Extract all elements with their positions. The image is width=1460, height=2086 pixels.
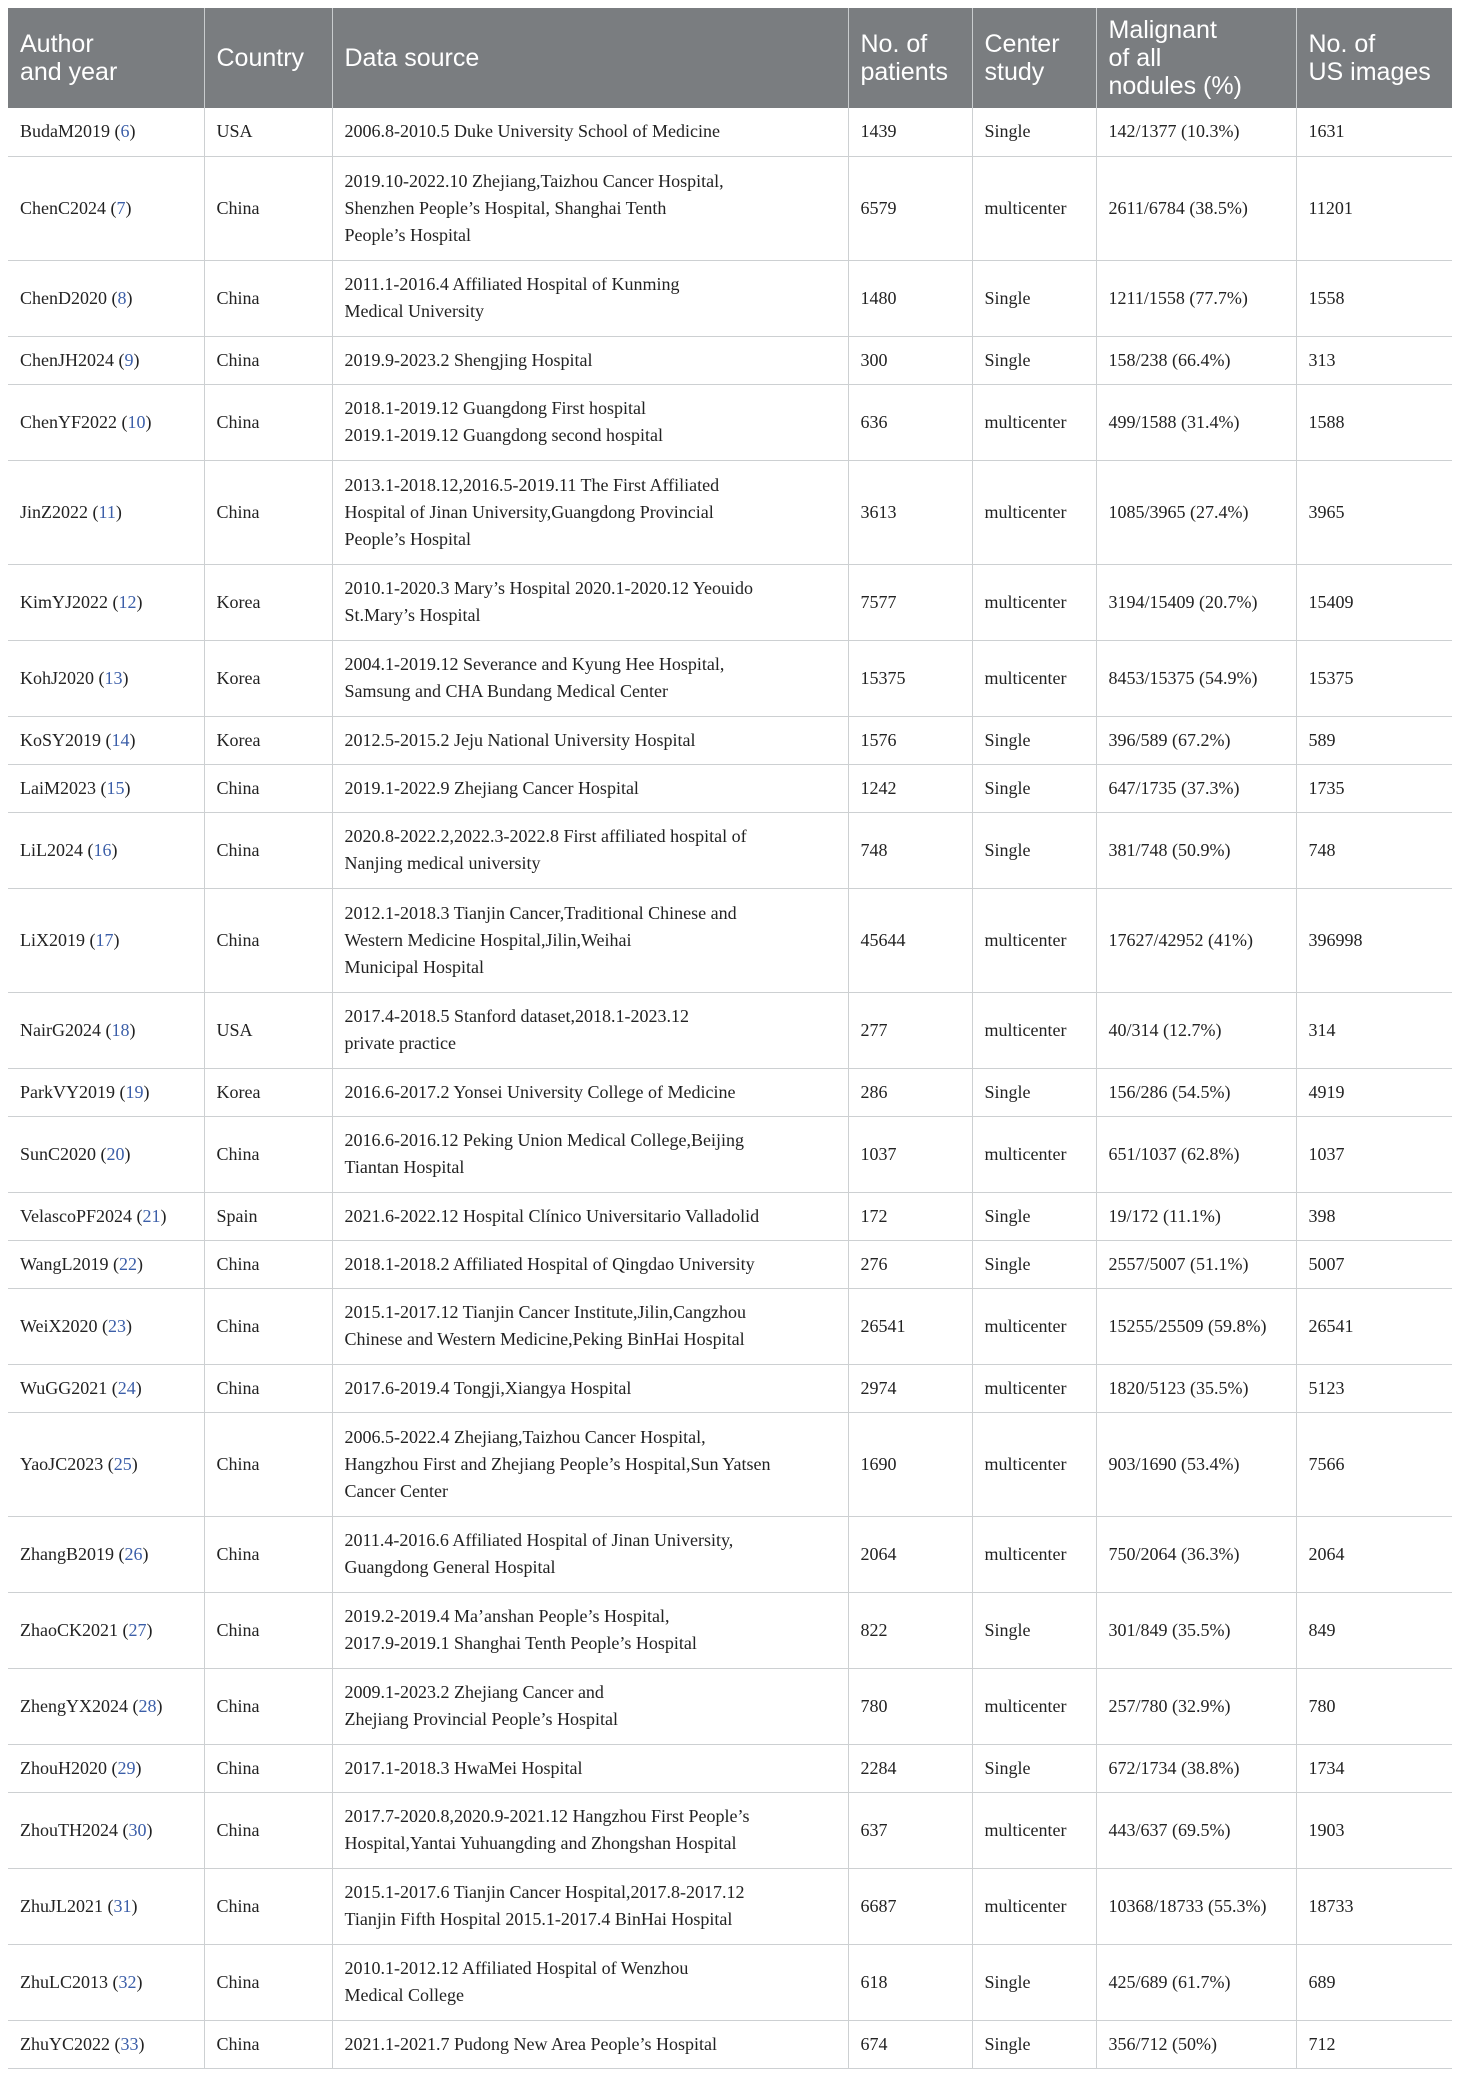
reference-link[interactable]: 25 <box>113 1453 132 1474</box>
cell-data-source: 2006.5-2022.4 Zhejiang,Taizhou Cancer Hospital, Hangzhou First and Zhejiang People’s Hospital,Sun Yatsen Cancer Center <box>332 1412 848 1516</box>
cell-malignant-nodules: 10368/18733 (55.3%) <box>1096 1868 1296 1944</box>
cell-data-source: 2021.1-2021.7 Pudong New Area People’s Hospital <box>332 2020 848 2068</box>
cell-author-year: WuGG2021 (24) <box>8 1364 204 1412</box>
author-name: KoSY2019 <box>20 729 102 750</box>
author-name: ZhouTH2024 <box>20 1819 118 1840</box>
table-row <box>8 1668 1452 1744</box>
table-row <box>8 564 1452 640</box>
cell-data-source: 2017.1-2018.3 HwaMei Hospital <box>332 1744 848 1792</box>
cell-data-source: 2016.6-2016.12 Peking Union Medical College,Beijing Tiantan Hospital <box>332 1116 848 1192</box>
cell-malignant-nodules: 301/849 (35.5%) <box>1096 1592 1296 1668</box>
cell-country: China <box>204 1668 332 1744</box>
author-name: ChenJH2024 <box>20 349 114 370</box>
cell-no-of-us-images: 398 <box>1296 1192 1452 1240</box>
cell-no-of-us-images: 3965 <box>1296 460 1452 564</box>
cell-no-of-us-images: 26541 <box>1296 1288 1452 1364</box>
cell-center-study: multicenter <box>972 888 1096 992</box>
cell-country: China <box>204 1744 332 1792</box>
reference-link[interactable]: 7 <box>116 197 126 218</box>
author-name: ChenYF2022 <box>20 411 118 432</box>
table-row <box>8 1592 1452 1668</box>
cell-author-year: ChenD2020 (8) <box>8 260 204 336</box>
table-row <box>8 1516 1452 1592</box>
cell-data-source: 2010.1-2020.3 Mary’s Hospital 2020.1-2020.12 Yeouido St.Mary’s Hospital <box>332 564 848 640</box>
reference-link[interactable]: 23 <box>108 1315 127 1336</box>
table-row <box>8 1192 1452 1240</box>
reference-link[interactable]: 21 <box>142 1205 161 1226</box>
cell-author-year: LaiM2023 (15) <box>8 764 204 812</box>
table-row <box>8 460 1452 564</box>
table-row <box>8 1240 1452 1288</box>
cell-country: China <box>204 336 332 384</box>
reference-link[interactable]: 18 <box>111 1019 130 1040</box>
cell-center-study: multicenter <box>972 1412 1096 1516</box>
cell-no-of-us-images: 1558 <box>1296 260 1452 336</box>
cell-center-study: Single <box>972 1240 1096 1288</box>
table-row <box>8 1364 1452 1412</box>
cell-center-study: Single <box>972 1592 1096 1668</box>
table-row <box>8 1744 1452 1792</box>
cell-author-year: WeiX2020 (23) <box>8 1288 204 1364</box>
header-center-study: Center study <box>972 8 1096 108</box>
cell-country: China <box>204 888 332 992</box>
reference-link[interactable]: 15 <box>106 777 125 798</box>
author-name: ParkVY2019 <box>20 1081 115 1102</box>
author-name: ZhuLC2013 <box>20 1971 108 1992</box>
cell-no-of-us-images: 2064 <box>1296 1516 1452 1592</box>
table-row <box>8 1288 1452 1364</box>
reference-link[interactable]: 13 <box>104 667 123 688</box>
author-name: SunC2020 <box>20 1143 97 1164</box>
reference-link[interactable]: 27 <box>128 1619 147 1640</box>
author-name: ZhaoCK2021 <box>20 1619 118 1640</box>
cell-malignant-nodules: 672/1734 (38.8%) <box>1096 1744 1296 1792</box>
table-row <box>8 888 1452 992</box>
author-name: NairG2024 <box>20 1019 101 1040</box>
cell-author-year: KohJ2020 (13) <box>8 640 204 716</box>
cell-no-of-patients: 822 <box>848 1592 972 1668</box>
cell-malignant-nodules: 651/1037 (62.8%) <box>1096 1116 1296 1192</box>
cell-no-of-us-images: 5123 <box>1296 1364 1452 1412</box>
cell-author-year: ZhaoCK2021 (27) <box>8 1592 204 1668</box>
table-row <box>8 336 1452 384</box>
cell-country: China <box>204 812 332 888</box>
cell-no-of-patients: 674 <box>848 2020 972 2068</box>
table-row <box>8 1868 1452 1944</box>
cell-no-of-patients: 2284 <box>848 1744 972 1792</box>
cell-center-study: Single <box>972 2020 1096 2068</box>
cell-no-of-patients: 1439 <box>848 108 972 156</box>
cell-data-source: 2021.6-2022.12 Hospital Clínico Universitario Valladolid <box>332 1192 848 1240</box>
cell-data-source: 2019.1-2022.9 Zhejiang Cancer Hospital <box>332 764 848 812</box>
cell-no-of-us-images: 5007 <box>1296 1240 1452 1288</box>
cell-center-study: Single <box>972 1192 1096 1240</box>
cell-no-of-patients: 276 <box>848 1240 972 1288</box>
author-name: ZhangB2019 <box>20 1543 114 1564</box>
cell-data-source: 2006.8-2010.5 Duke University School of Medicine <box>332 108 848 156</box>
cell-center-study: multicenter <box>972 640 1096 716</box>
cell-author-year: ZhouTH2024 (30) <box>8 1792 204 1868</box>
cell-country: China <box>204 156 332 260</box>
cell-no-of-us-images: 1631 <box>1296 108 1452 156</box>
reference-link[interactable]: 9 <box>124 349 134 370</box>
cell-data-source: 2013.1-2018.12,2016.5-2019.11 The First Affiliated Hospital of Jinan University,Guangdong Provincial People’s Hospital <box>332 460 848 564</box>
cell-author-year: ParkVY2019 (19) <box>8 1068 204 1116</box>
reference-link[interactable]: 10 <box>127 411 146 432</box>
cell-center-study: multicenter <box>972 1668 1096 1744</box>
cell-no-of-us-images: 15375 <box>1296 640 1452 716</box>
cell-malignant-nodules: 499/1588 (31.4%) <box>1096 384 1296 460</box>
cell-malignant-nodules: 750/2064 (36.3%) <box>1096 1516 1296 1592</box>
cell-no-of-patients: 1037 <box>848 1116 972 1192</box>
cell-author-year: NairG2024 (18) <box>8 992 204 1068</box>
cell-no-of-patients: 300 <box>848 336 972 384</box>
author-name: BudaM2019 <box>20 121 110 142</box>
author-name: YaoJC2023 <box>20 1453 104 1474</box>
cell-country: USA <box>204 992 332 1068</box>
cell-no-of-us-images: 18733 <box>1296 1868 1452 1944</box>
cell-malignant-nodules: 903/1690 (53.4%) <box>1096 1412 1296 1516</box>
cell-no-of-us-images: 849 <box>1296 1592 1452 1668</box>
cell-no-of-patients: 748 <box>848 812 972 888</box>
cell-data-source: 2018.1-2018.2 Affiliated Hospital of Qingdao University <box>332 1240 848 1288</box>
cell-no-of-patients: 45644 <box>848 888 972 992</box>
cell-no-of-patients: 15375 <box>848 640 972 716</box>
table-row <box>8 1944 1452 2020</box>
cell-center-study: multicenter <box>972 564 1096 640</box>
cell-center-study: multicenter <box>972 992 1096 1068</box>
table-header <box>8 8 1452 108</box>
cell-no-of-us-images: 1588 <box>1296 384 1452 460</box>
reference-link[interactable]: 26 <box>124 1543 143 1564</box>
reference-link[interactable]: 31 <box>113 1895 132 1916</box>
reference-link[interactable]: 17 <box>95 929 114 950</box>
cell-no-of-patients: 637 <box>848 1792 972 1868</box>
author-name: ZhuYC2022 <box>20 2033 110 2054</box>
cell-no-of-patients: 780 <box>848 1668 972 1744</box>
table-row <box>8 764 1452 812</box>
table-row <box>8 1116 1452 1192</box>
header-no-of-patients: No. of patients <box>848 8 972 108</box>
cell-no-of-patients: 7577 <box>848 564 972 640</box>
cell-data-source: 2017.4-2018.5 Stanford dataset,2018.1-2023.12 private practice <box>332 992 848 1068</box>
cell-no-of-patients: 3613 <box>848 460 972 564</box>
cell-no-of-us-images: 1735 <box>1296 764 1452 812</box>
cell-country: China <box>204 384 332 460</box>
header-malignant-nodules: Malignant of all nodules (%) <box>1096 8 1296 108</box>
cell-center-study: Single <box>972 336 1096 384</box>
study-table-container <box>8 8 1452 2069</box>
cell-no-of-patients: 2064 <box>848 1516 972 1592</box>
cell-data-source: 2018.1-2019.12 Guangdong First hospital 2019.1-2019.12 Guangdong second hospital <box>332 384 848 460</box>
cell-malignant-nodules: 647/1735 (37.3%) <box>1096 764 1296 812</box>
cell-malignant-nodules: 1085/3965 (27.4%) <box>1096 460 1296 564</box>
cell-center-study: Single <box>972 1068 1096 1116</box>
cell-data-source: 2009.1-2023.2 Zhejiang Cancer and Zhejiang Provincial People’s Hospital <box>332 1668 848 1744</box>
cell-no-of-us-images: 689 <box>1296 1944 1452 2020</box>
cell-data-source: 2016.6-2017.2 Yonsei University College of Medicine <box>332 1068 848 1116</box>
cell-country: China <box>204 1364 332 1412</box>
cell-center-study: Single <box>972 716 1096 764</box>
table-row <box>8 156 1452 260</box>
cell-no-of-patients: 1480 <box>848 260 972 336</box>
cell-data-source: 2019.2-2019.4 Ma’anshan People’s Hospital, 2017.9-2019.1 Shanghai Tenth People’s Hospital <box>332 1592 848 1668</box>
cell-no-of-us-images: 11201 <box>1296 156 1452 260</box>
cell-author-year: BudaM2019 (6) <box>8 108 204 156</box>
table-row <box>8 260 1452 336</box>
cell-no-of-us-images: 589 <box>1296 716 1452 764</box>
cell-author-year: WangL2019 (22) <box>8 1240 204 1288</box>
cell-malignant-nodules: 142/1377 (10.3%) <box>1096 108 1296 156</box>
cell-country: USA <box>204 108 332 156</box>
cell-no-of-patients: 6579 <box>848 156 972 260</box>
cell-author-year: KoSY2019 (14) <box>8 716 204 764</box>
table-row <box>8 1412 1452 1516</box>
reference-link[interactable]: 32 <box>118 1971 137 1992</box>
cell-data-source: 2017.6-2019.4 Tongji,Xiangya Hospital <box>332 1364 848 1412</box>
author-name: ZhouH2020 <box>20 1757 107 1778</box>
reference-link[interactable]: 19 <box>125 1081 144 1102</box>
cell-malignant-nodules: 8453/15375 (54.9%) <box>1096 640 1296 716</box>
header-author-year: Author and year <box>8 8 204 108</box>
reference-link[interactable]: 20 <box>106 1143 125 1164</box>
author-name: JinZ2022 <box>20 501 89 522</box>
cell-author-year: ChenYF2022 (10) <box>8 384 204 460</box>
cell-center-study: Single <box>972 764 1096 812</box>
reference-link[interactable]: 8 <box>117 287 127 308</box>
cell-malignant-nodules: 156/286 (54.5%) <box>1096 1068 1296 1116</box>
cell-center-study: multicenter <box>972 1364 1096 1412</box>
table-row <box>8 108 1452 156</box>
cell-no-of-us-images: 780 <box>1296 1668 1452 1744</box>
reference-link[interactable]: 30 <box>128 1819 147 1840</box>
cell-author-year: ZhuLC2013 (32) <box>8 1944 204 2020</box>
cell-malignant-nodules: 3194/15409 (20.7%) <box>1096 564 1296 640</box>
author-name: KimYJ2022 <box>20 591 109 612</box>
cell-country: China <box>204 1868 332 1944</box>
cell-data-source: 2019.10-2022.10 Zhejiang,Taizhou Cancer Hospital, Shenzhen People’s Hospital, Shanghai Tenth People’s Hospital <box>332 156 848 260</box>
reference-link[interactable]: 28 <box>138 1695 157 1716</box>
header-country: Country <box>204 8 332 108</box>
author-name: ChenC2024 <box>20 197 107 218</box>
cell-malignant-nodules: 17627/42952 (41%) <box>1096 888 1296 992</box>
header-no-of-us-images: No. of US images <box>1296 8 1452 108</box>
reference-link[interactable]: 29 <box>117 1757 136 1778</box>
table-row <box>8 1792 1452 1868</box>
author-name: WeiX2020 <box>20 1315 98 1336</box>
cell-no-of-patients: 26541 <box>848 1288 972 1364</box>
cell-center-study: multicenter <box>972 460 1096 564</box>
cell-center-study: multicenter <box>972 1868 1096 1944</box>
cell-country: China <box>204 764 332 812</box>
cell-author-year: LiX2019 (17) <box>8 888 204 992</box>
cell-data-source: 2011.4-2016.6 Affiliated Hospital of Jinan University, Guangdong General Hospital <box>332 1516 848 1592</box>
author-name: LiL2024 <box>20 839 83 860</box>
table-row <box>8 384 1452 460</box>
cell-author-year: ZhouH2020 (29) <box>8 1744 204 1792</box>
table-row <box>8 992 1452 1068</box>
author-name: LaiM2023 <box>20 777 96 798</box>
cell-data-source: 2020.8-2022.2,2022.3-2022.8 First affiliated hospital of Nanjing medical university <box>332 812 848 888</box>
reference-link[interactable]: 33 <box>120 2033 139 2054</box>
cell-malignant-nodules: 2557/5007 (51.1%) <box>1096 1240 1296 1288</box>
cell-malignant-nodules: 396/589 (67.2%) <box>1096 716 1296 764</box>
header-data-source: Data source <box>332 8 848 108</box>
cell-malignant-nodules: 381/748 (50.9%) <box>1096 812 1296 888</box>
cell-no-of-us-images: 4919 <box>1296 1068 1452 1116</box>
cell-country: Korea <box>204 1068 332 1116</box>
author-name: WuGG2021 <box>20 1377 108 1398</box>
cell-no-of-patients: 6687 <box>848 1868 972 1944</box>
cell-country: China <box>204 1116 332 1192</box>
cell-data-source: 2012.1-2018.3 Tianjin Cancer,Traditional Chinese and Western Medicine Hospital,Jilin,Weihai Municipal Hospital <box>332 888 848 992</box>
cell-country: Korea <box>204 640 332 716</box>
reference-link[interactable]: 14 <box>111 729 130 750</box>
cell-author-year: ChenC2024 (7) <box>8 156 204 260</box>
cell-country: Korea <box>204 564 332 640</box>
cell-no-of-patients: 618 <box>848 1944 972 2020</box>
cell-center-study: multicenter <box>972 1116 1096 1192</box>
cell-no-of-patients: 2974 <box>848 1364 972 1412</box>
cell-country: China <box>204 2020 332 2068</box>
cell-no-of-patients: 277 <box>848 992 972 1068</box>
cell-author-year: JinZ2022 (11) <box>8 460 204 564</box>
author-name: ChenD2020 <box>20 287 107 308</box>
cell-data-source: 2015.1-2017.6 Tianjin Cancer Hospital,2017.8-2017.12 Tianjin Fifth Hospital 2015.1-2017.4 BinHai Hospital <box>332 1868 848 1944</box>
cell-malignant-nodules: 40/314 (12.7%) <box>1096 992 1296 1068</box>
cell-country: China <box>204 260 332 336</box>
cell-malignant-nodules: 158/238 (66.4%) <box>1096 336 1296 384</box>
cell-data-source: 2010.1-2012.12 Affiliated Hospital of Wenzhou Medical College <box>332 1944 848 2020</box>
table-row <box>8 812 1452 888</box>
cell-center-study: multicenter <box>972 156 1096 260</box>
cell-data-source: 2004.1-2019.12 Severance and Kyung Hee Hospital, Samsung and CHA Bundang Medical Center <box>332 640 848 716</box>
author-name: ZhuJL2021 <box>20 1895 103 1916</box>
cell-author-year: SunC2020 (20) <box>8 1116 204 1192</box>
cell-center-study: multicenter <box>972 1288 1096 1364</box>
reference-link[interactable]: 12 <box>118 591 137 612</box>
cell-author-year: VelascoPF2024 (21) <box>8 1192 204 1240</box>
cell-malignant-nodules: 15255/25509 (59.8%) <box>1096 1288 1296 1364</box>
cell-no-of-patients: 1242 <box>848 764 972 812</box>
author-name: LiX2019 <box>20 929 85 950</box>
cell-no-of-patients: 286 <box>848 1068 972 1116</box>
author-name: ZhengYX2024 <box>20 1695 128 1716</box>
table-row <box>8 2020 1452 2068</box>
cell-malignant-nodules: 2611/6784 (38.5%) <box>1096 156 1296 260</box>
cell-center-study: Single <box>972 1944 1096 2020</box>
cell-no-of-patients: 172 <box>848 1192 972 1240</box>
cell-author-year: ZhangB2019 (26) <box>8 1516 204 1592</box>
cell-center-study: multicenter <box>972 1792 1096 1868</box>
cell-data-source: 2012.5-2015.2 Jeju National University Hospital <box>332 716 848 764</box>
cell-center-study: multicenter <box>972 1516 1096 1592</box>
cell-no-of-us-images: 748 <box>1296 812 1452 888</box>
header-row <box>8 8 1452 108</box>
cell-no-of-us-images: 1734 <box>1296 1744 1452 1792</box>
cell-no-of-us-images: 15409 <box>1296 564 1452 640</box>
study-characteristics-table <box>8 8 1452 2069</box>
cell-country: China <box>204 1592 332 1668</box>
cell-no-of-us-images: 1037 <box>1296 1116 1452 1192</box>
cell-center-study: Single <box>972 812 1096 888</box>
table-row <box>8 1068 1452 1116</box>
cell-center-study: Single <box>972 260 1096 336</box>
cell-no-of-us-images: 1903 <box>1296 1792 1452 1868</box>
cell-malignant-nodules: 1211/1558 (77.7%) <box>1096 260 1296 336</box>
table-row <box>8 716 1452 764</box>
cell-author-year: YaoJC2023 (25) <box>8 1412 204 1516</box>
author-name: WangL2019 <box>20 1253 109 1274</box>
cell-no-of-us-images: 313 <box>1296 336 1452 384</box>
cell-country: China <box>204 460 332 564</box>
cell-author-year: ChenJH2024 (9) <box>8 336 204 384</box>
cell-no-of-us-images: 396998 <box>1296 888 1452 992</box>
table-row <box>8 640 1452 716</box>
reference-link[interactable]: 6 <box>120 121 130 142</box>
cell-author-year: ZhuYC2022 (33) <box>8 2020 204 2068</box>
cell-malignant-nodules: 443/637 (69.5%) <box>1096 1792 1296 1868</box>
reference-link[interactable]: 11 <box>98 501 116 522</box>
reference-link[interactable]: 16 <box>93 839 112 860</box>
reference-link[interactable]: 22 <box>119 1253 138 1274</box>
cell-center-study: Single <box>972 108 1096 156</box>
reference-link[interactable]: 24 <box>117 1377 136 1398</box>
cell-author-year: ZhengYX2024 (28) <box>8 1668 204 1744</box>
cell-author-year: ZhuJL2021 (31) <box>8 1868 204 1944</box>
cell-malignant-nodules: 356/712 (50%) <box>1096 2020 1296 2068</box>
cell-data-source: 2015.1-2017.12 Tianjin Cancer Institute,Jilin,Cangzhou Chinese and Western Medicine,Peking BinHai Hospital <box>332 1288 848 1364</box>
cell-malignant-nodules: 257/780 (32.9%) <box>1096 1668 1296 1744</box>
cell-data-source: 2017.7-2020.8,2020.9-2021.12 Hangzhou First People’s Hospital,Yantai Yuhuangding and Zhongshan Hospital <box>332 1792 848 1868</box>
cell-country: Korea <box>204 716 332 764</box>
cell-data-source: 2019.9-2023.2 Shengjing Hospital <box>332 336 848 384</box>
cell-no-of-patients: 636 <box>848 384 972 460</box>
cell-malignant-nodules: 1820/5123 (35.5%) <box>1096 1364 1296 1412</box>
cell-country: Spain <box>204 1192 332 1240</box>
cell-country: China <box>204 1240 332 1288</box>
cell-country: China <box>204 1288 332 1364</box>
cell-center-study: Single <box>972 1744 1096 1792</box>
cell-country: China <box>204 1516 332 1592</box>
cell-author-year: LiL2024 (16) <box>8 812 204 888</box>
cell-no-of-patients: 1576 <box>848 716 972 764</box>
cell-malignant-nodules: 425/689 (61.7%) <box>1096 1944 1296 2020</box>
cell-no-of-us-images: 314 <box>1296 992 1452 1068</box>
cell-no-of-us-images: 712 <box>1296 2020 1452 2068</box>
author-name: VelascoPF2024 <box>20 1205 132 1226</box>
cell-data-source: 2011.1-2016.4 Affiliated Hospital of Kunming Medical University <box>332 260 848 336</box>
author-name: KohJ2020 <box>20 667 95 688</box>
cell-country: China <box>204 1944 332 2020</box>
table-body <box>8 108 1452 2068</box>
cell-country: China <box>204 1412 332 1516</box>
cell-no-of-patients: 1690 <box>848 1412 972 1516</box>
cell-no-of-us-images: 7566 <box>1296 1412 1452 1516</box>
cell-center-study: multicenter <box>972 384 1096 460</box>
cell-country: China <box>204 1792 332 1868</box>
cell-malignant-nodules: 19/172 (11.1%) <box>1096 1192 1296 1240</box>
cell-author-year: KimYJ2022 (12) <box>8 564 204 640</box>
